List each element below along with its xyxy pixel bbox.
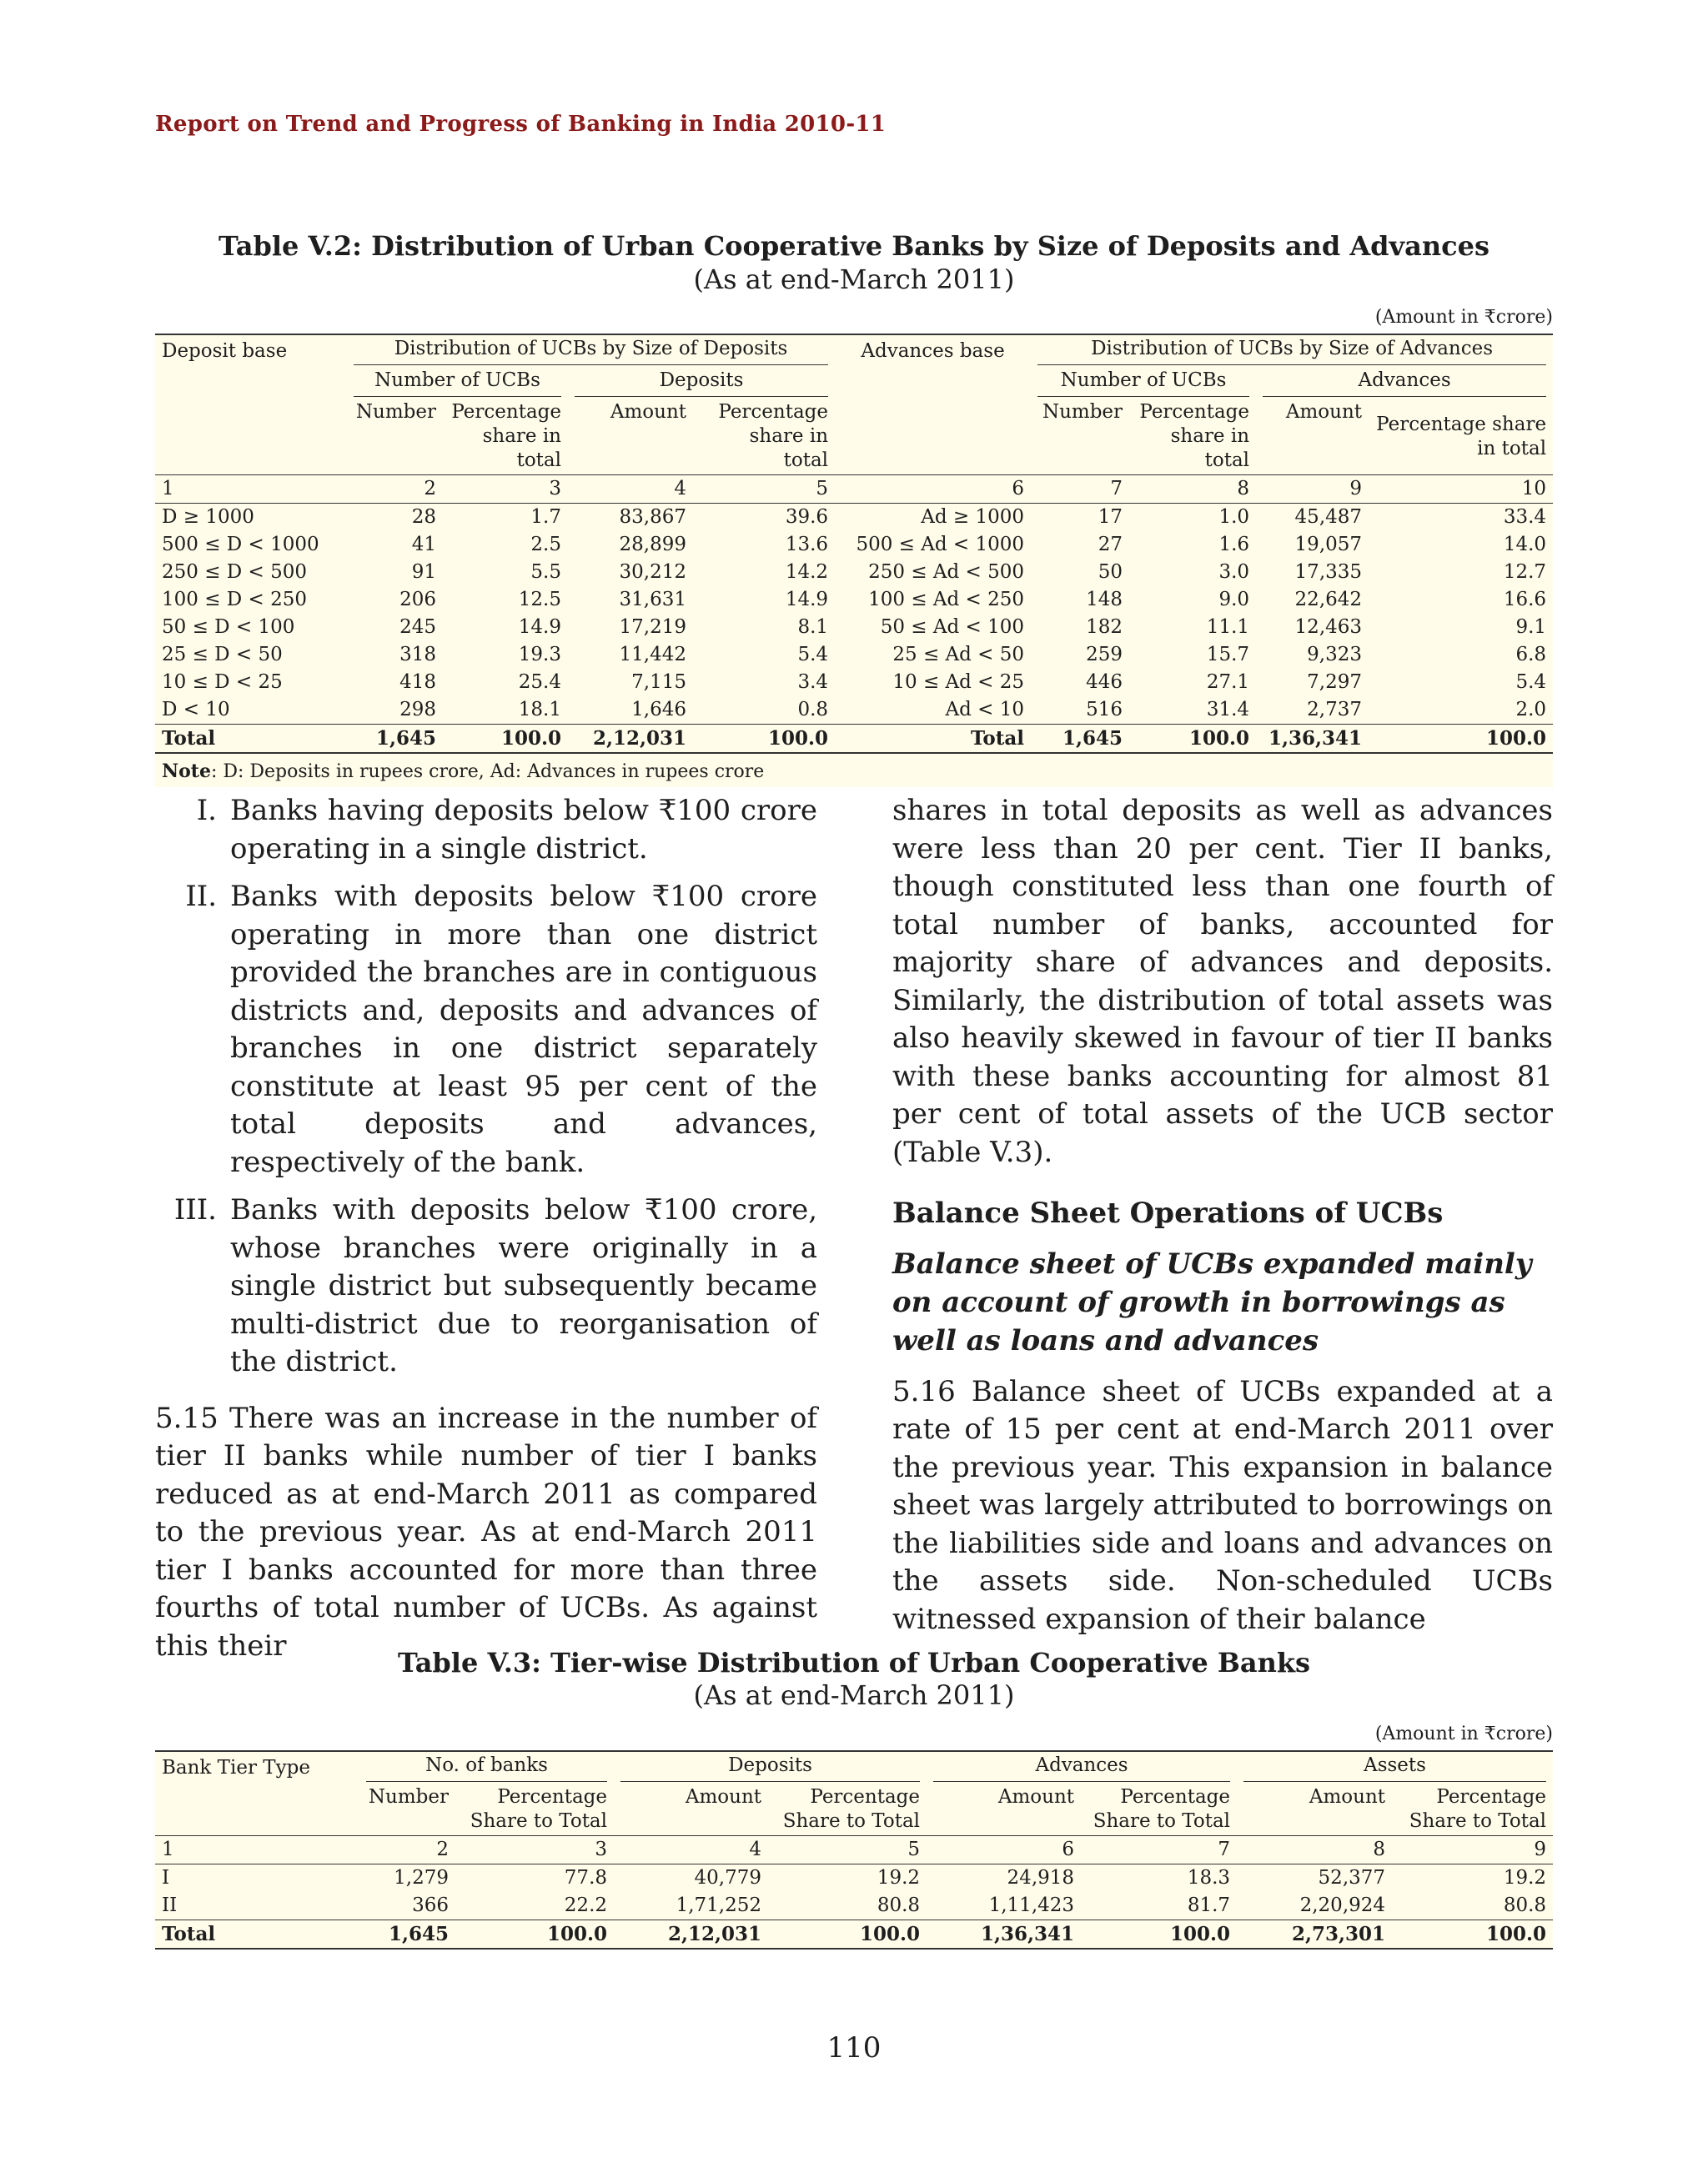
header-assets: Assets xyxy=(1243,1754,1546,1782)
table-cell: 7,115 xyxy=(631,671,686,693)
table-row xyxy=(155,586,1553,614)
column-number: 8 xyxy=(1129,475,1256,504)
table-cell: 9,323 xyxy=(1307,644,1363,665)
table-cell: 446 xyxy=(1086,671,1123,693)
table-cell: 31,631 xyxy=(619,589,686,610)
table-v3-subtitle: (As at end-March 2011) xyxy=(693,1679,1015,1711)
roman-item-text: Banks with deposits below ₹100 crore operating in more than one district provided the branches are in contiguous districts and, deposits and advances of branches in one district separately constitute at least 95 per cent of the total deposits and advances, respectively of the bank. xyxy=(230,880,817,1179)
sub-heading: Balance sheet of UCBs expanded mainly on account of growth in borrowings as well as loans and advances xyxy=(892,1247,1532,1357)
table-row xyxy=(155,696,1553,725)
table-cell: 31.4 xyxy=(1206,699,1250,720)
table-cell: 100 ≤ Ad < 250 xyxy=(868,589,1025,610)
header-pct-share: Percentage share in total xyxy=(443,399,568,475)
table-cell: 1,11,423 xyxy=(988,1894,1075,1916)
header-bank-tier: Bank Tier Type xyxy=(155,1751,359,1784)
table-cell: 10 ≤ D < 25 xyxy=(162,671,283,693)
table-row xyxy=(155,669,1553,696)
column-number: 2 xyxy=(359,1836,455,1864)
table-cell: 1.6 xyxy=(1218,534,1250,555)
total-cell: 2,73,301 xyxy=(1237,1920,1392,1950)
header-amount: Amount xyxy=(1256,399,1369,475)
table-cell: 40,779 xyxy=(694,1867,762,1889)
table-cell: 318 xyxy=(399,644,436,665)
table-cell: 11,442 xyxy=(619,644,686,665)
total-cell: 100.0 xyxy=(455,1920,614,1950)
total-cell: 2,12,031 xyxy=(614,1920,768,1950)
total-cell: 1,36,341 xyxy=(1256,725,1369,754)
table-cell: 50 ≤ D < 100 xyxy=(162,616,295,638)
column-number: 2 xyxy=(347,475,443,504)
column-number: 1 xyxy=(155,475,347,504)
total-row xyxy=(155,725,1553,754)
table-cell: 28,899 xyxy=(619,534,686,555)
table-cell: 2,737 xyxy=(1307,699,1363,720)
total-cell: 1,645 xyxy=(359,1920,455,1950)
total-cell: 1,645 xyxy=(1031,725,1129,754)
column-number: 4 xyxy=(614,1836,768,1864)
column-number: 9 xyxy=(1392,1836,1553,1864)
table-cell: 100 ≤ D < 250 xyxy=(162,589,308,610)
total-cell: 100.0 xyxy=(1081,1920,1237,1950)
total-cell: Total xyxy=(155,1920,359,1950)
table-cell: 28 xyxy=(411,506,436,528)
table-cell: D ≥ 1000 xyxy=(162,506,254,528)
table-cell: 1,71,252 xyxy=(676,1894,762,1916)
table-cell: D < 10 xyxy=(162,699,230,720)
column-number: 5 xyxy=(693,475,835,504)
roman-item-text: Banks having deposits below ₹100 crore operating in a single district. xyxy=(230,794,817,866)
total-cell: 100.0 xyxy=(693,725,835,754)
header-pct-share: Percentage share in total xyxy=(1129,399,1256,475)
section-heading: Balance Sheet Operations of UCBs xyxy=(892,1197,1444,1230)
column-number-row xyxy=(155,475,1553,504)
header-amount: Amount xyxy=(614,1784,768,1836)
header-number: Number xyxy=(1031,399,1129,475)
table-cell: Ad ≥ 1000 xyxy=(921,506,1025,528)
table-cell: 14.2 xyxy=(785,561,829,583)
table-row xyxy=(155,1892,1553,1920)
table-cell: 83,867 xyxy=(619,506,686,528)
table-cell: 19.2 xyxy=(1503,1867,1547,1889)
table-cell: 11.1 xyxy=(1206,616,1250,638)
table-v3 xyxy=(155,1750,1553,1950)
table-cell: 259 xyxy=(1086,644,1123,665)
table-cell: 39.6 xyxy=(785,506,829,528)
column-number: 6 xyxy=(835,475,1031,504)
header-pct-total: Percentage Share to Total xyxy=(768,1784,927,1836)
roman-numeral: I. xyxy=(196,794,217,827)
table-cell: 16.6 xyxy=(1503,589,1547,610)
table-cell: 13.6 xyxy=(785,534,829,555)
table-cell: 17 xyxy=(1098,506,1123,528)
table-cell: 24,918 xyxy=(1007,1867,1075,1889)
table-cell: 15.7 xyxy=(1206,644,1250,665)
total-cell: 1,36,341 xyxy=(927,1920,1081,1950)
header-number: Number xyxy=(347,399,443,475)
table-cell: 80.8 xyxy=(877,1894,921,1916)
roman-numeral: III. xyxy=(173,1193,217,1227)
table-cell: 9.0 xyxy=(1218,589,1250,610)
table-cell: Ad < 10 xyxy=(945,699,1025,720)
table-cell: 80.8 xyxy=(1503,1894,1547,1916)
table-cell: 45,487 xyxy=(1294,506,1363,528)
header-deposit-base: Deposit base xyxy=(155,334,347,367)
table-cell: 418 xyxy=(399,671,436,693)
table-v3-unit: (Amount in ₹crore) xyxy=(1374,1724,1553,1744)
table-cell: 27.1 xyxy=(1206,671,1250,693)
table-cell: 1.7 xyxy=(530,506,561,528)
header-amount: Amount xyxy=(927,1784,1081,1836)
header-num-ucbs: Number of UCBs xyxy=(354,369,561,397)
table-cell: 25.4 xyxy=(518,671,561,693)
table-cell: 30,212 xyxy=(619,561,686,583)
table-v2-subtitle: (As at end-March 2011) xyxy=(693,263,1015,295)
table-row xyxy=(155,614,1553,641)
total-cell: 1,645 xyxy=(347,725,443,754)
column-number: 3 xyxy=(443,475,568,504)
table-cell: 148 xyxy=(1086,589,1123,610)
total-cell: 100.0 xyxy=(1392,1920,1553,1950)
table-cell: 22.2 xyxy=(564,1894,608,1916)
table-cell: 206 xyxy=(399,589,436,610)
header-num-ucbs-adv: Number of UCBs xyxy=(1037,369,1249,397)
table-cell: 1,646 xyxy=(631,699,686,720)
page-number: 110 xyxy=(826,2031,882,2065)
table-cell: 3.0 xyxy=(1218,561,1250,583)
roman-list-item xyxy=(155,792,817,868)
table-cell: 5.4 xyxy=(797,644,829,665)
total-cell: Total xyxy=(835,725,1031,754)
table-row xyxy=(155,1864,1553,1893)
column-number: 5 xyxy=(768,1836,927,1864)
table-v2-note: Note: D: Deposits in rupees crore, Ad: Advances in rupees crore xyxy=(162,760,765,782)
table-cell: 1,279 xyxy=(394,1867,449,1889)
column-number: 7 xyxy=(1081,1836,1237,1864)
table-cell: 12,463 xyxy=(1294,616,1363,638)
table-cell: 50 ≤ Ad < 100 xyxy=(880,616,1025,638)
table-cell: 27 xyxy=(1098,534,1123,555)
table-cell: 17,219 xyxy=(619,616,686,638)
table-cell: 366 xyxy=(412,1894,449,1916)
table-cell: 2.5 xyxy=(530,534,561,555)
table-cell: 250 ≤ Ad < 500 xyxy=(868,561,1025,583)
table-row xyxy=(155,504,1553,532)
table-cell: 77.8 xyxy=(564,1867,608,1889)
total-cell: 100.0 xyxy=(1129,725,1256,754)
table-cell: 0.8 xyxy=(797,699,829,720)
total-cell: 100.0 xyxy=(443,725,568,754)
left-column xyxy=(155,792,817,1665)
table-cell: 5.5 xyxy=(530,561,561,583)
table-cell: 3.4 xyxy=(797,671,829,693)
column-number-row xyxy=(155,1836,1553,1864)
table-cell: 19,057 xyxy=(1294,534,1363,555)
column-number: 6 xyxy=(927,1836,1081,1864)
table-cell: 500 ≤ Ad < 1000 xyxy=(856,534,1025,555)
table-cell: 1.0 xyxy=(1218,506,1250,528)
column-number: 7 xyxy=(1031,475,1129,504)
table-cell: 33.4 xyxy=(1503,506,1547,528)
table-cell: 22,642 xyxy=(1294,589,1363,610)
table-cell: 25 ≤ D < 50 xyxy=(162,644,283,665)
header-deposits: Deposits xyxy=(575,369,828,397)
table-cell: 91 xyxy=(411,561,436,583)
total-cell: 100.0 xyxy=(1369,725,1553,754)
table-cell: 52,377 xyxy=(1318,1867,1386,1889)
column-number: 9 xyxy=(1256,475,1369,504)
table-v2-unit: (Amount in ₹crore) xyxy=(1374,307,1553,328)
roman-numeral: II. xyxy=(185,880,217,913)
table-v2 xyxy=(155,334,1553,787)
header-pct-total: Percentage Share to Total xyxy=(455,1784,614,1836)
table-row xyxy=(155,531,1553,559)
header-deposits: Deposits xyxy=(620,1754,920,1782)
table-cell: 12.7 xyxy=(1503,561,1547,583)
column-number: 4 xyxy=(568,475,693,504)
header-pct-share: Percentage share in total xyxy=(1369,399,1553,475)
running-header: Report on Trend and Progress of Banking in India 2010-11 xyxy=(155,112,887,137)
table-cell: 250 ≤ D < 500 xyxy=(162,561,308,583)
header-pct-total: Percentage Share to Total xyxy=(1392,1784,1553,1836)
table-row xyxy=(155,641,1553,669)
roman-item-text: Banks with deposits below ₹100 crore, whose branches were originally in a single district but subsequently became multi-district due to reorganisation of the district. xyxy=(230,1193,817,1378)
table-cell: 7,297 xyxy=(1307,671,1363,693)
table-cell: 2,20,924 xyxy=(1299,1894,1386,1916)
column-number: 3 xyxy=(455,1836,614,1864)
table-cell: 25 ≤ Ad < 50 xyxy=(892,644,1025,665)
table-cell: 81.7 xyxy=(1187,1894,1231,1916)
roman-list-item xyxy=(155,878,817,1182)
paragraph-5-16: 5.16 Balance sheet of UCBs expanded at a rate of 15 per cent at end-March 2011 over the previous year. This expansion in balance sheet was largely attributed to borrowings on the liabilities side and loans and advances on the assets side. Non-scheduled UCBs witnessed expansion of their balance xyxy=(892,1374,1553,1636)
table-cell: 19.3 xyxy=(518,644,561,665)
table-cell: 50 xyxy=(1098,561,1123,583)
column-number: 8 xyxy=(1237,1836,1392,1864)
header-pct-share: Percentage share in total xyxy=(693,399,835,475)
paragraph-5-15: 5.15 There was an increase in the number of tier II banks while number of tier I banks reduced as at end-March 2011 as compared to the previous year. As at end-March 2011 tier I banks accounted for more than three fourths of total number of UCBs. As against this their xyxy=(155,1401,817,1663)
table-cell: 5.4 xyxy=(1515,671,1547,693)
column-number: 1 xyxy=(155,1836,359,1864)
table-v3-grid xyxy=(155,1750,1553,1950)
roman-list-item xyxy=(155,1192,817,1382)
table-cell: 2.0 xyxy=(1515,699,1547,720)
table-cell: 245 xyxy=(399,616,436,638)
total-cell: 100.0 xyxy=(768,1920,927,1950)
table-cell: 9.1 xyxy=(1515,616,1547,638)
header-dist-deposits: Distribution of UCBs by Size of Deposits xyxy=(354,337,828,365)
header-number: Number xyxy=(359,1784,455,1836)
table-cell: 18.1 xyxy=(518,699,561,720)
header-dist-advances: Distribution of UCBs by Size of Advances xyxy=(1037,337,1546,365)
table-cell: 17,335 xyxy=(1294,561,1363,583)
total-row xyxy=(155,1920,1553,1950)
column-number: 10 xyxy=(1369,475,1553,504)
paragraph-5-15-continued: shares in total deposits as well as advances were less than 20 per cent. Tier II banks, though constituted less than one fourth of total number of banks, accounted for majority share of advances and deposits. Similarly, the distribution of total assets was also heavily skewed in favour of tier II banks with these banks accounting for almost 81 per cent of total assets of the UCB sector (Table V.3). xyxy=(892,794,1553,1169)
header-amount: Amount xyxy=(1237,1784,1392,1836)
total-cell: Total xyxy=(155,725,347,754)
table-cell: II xyxy=(162,1894,178,1916)
table-cell: 19.2 xyxy=(877,1867,921,1889)
table-v2-title: Table V.2: Distribution of Urban Cooperative Banks by Size of Deposits and Advances xyxy=(219,230,1489,262)
header-advances-base: Advances base xyxy=(835,334,1031,367)
table-cell: 182 xyxy=(1086,616,1123,638)
table-cell: 298 xyxy=(399,699,436,720)
table-cell: 516 xyxy=(1086,699,1123,720)
header-advances: Advances xyxy=(1263,369,1546,397)
header-amount: Amount xyxy=(568,399,693,475)
table-cell: 8.1 xyxy=(797,616,829,638)
table-cell: I xyxy=(162,1867,170,1889)
right-column xyxy=(892,792,1553,1639)
table-v3-title: Table V.3: Tier-wise Distribution of Urban Cooperative Banks xyxy=(397,1647,1311,1679)
table-cell: 12.5 xyxy=(518,589,561,610)
table-cell: 6.8 xyxy=(1515,644,1547,665)
header-pct-total: Percentage Share to Total xyxy=(1081,1784,1237,1836)
table-cell: 41 xyxy=(411,534,436,555)
roman-list xyxy=(155,792,817,1382)
table-row xyxy=(155,559,1553,586)
table-v2-grid xyxy=(155,334,1553,754)
table-cell: 500 ≤ D < 1000 xyxy=(162,534,319,555)
table-cell: 18.3 xyxy=(1187,1867,1231,1889)
table-cell: 10 ≤ Ad < 25 xyxy=(892,671,1025,693)
header-advances: Advances xyxy=(933,1754,1230,1782)
total-cell: 2,12,031 xyxy=(568,725,693,754)
table-cell: 14.0 xyxy=(1503,534,1547,555)
table-cell: 14.9 xyxy=(518,616,561,638)
header-no-banks: No. of banks xyxy=(366,1754,607,1782)
table-cell: 14.9 xyxy=(785,589,829,610)
